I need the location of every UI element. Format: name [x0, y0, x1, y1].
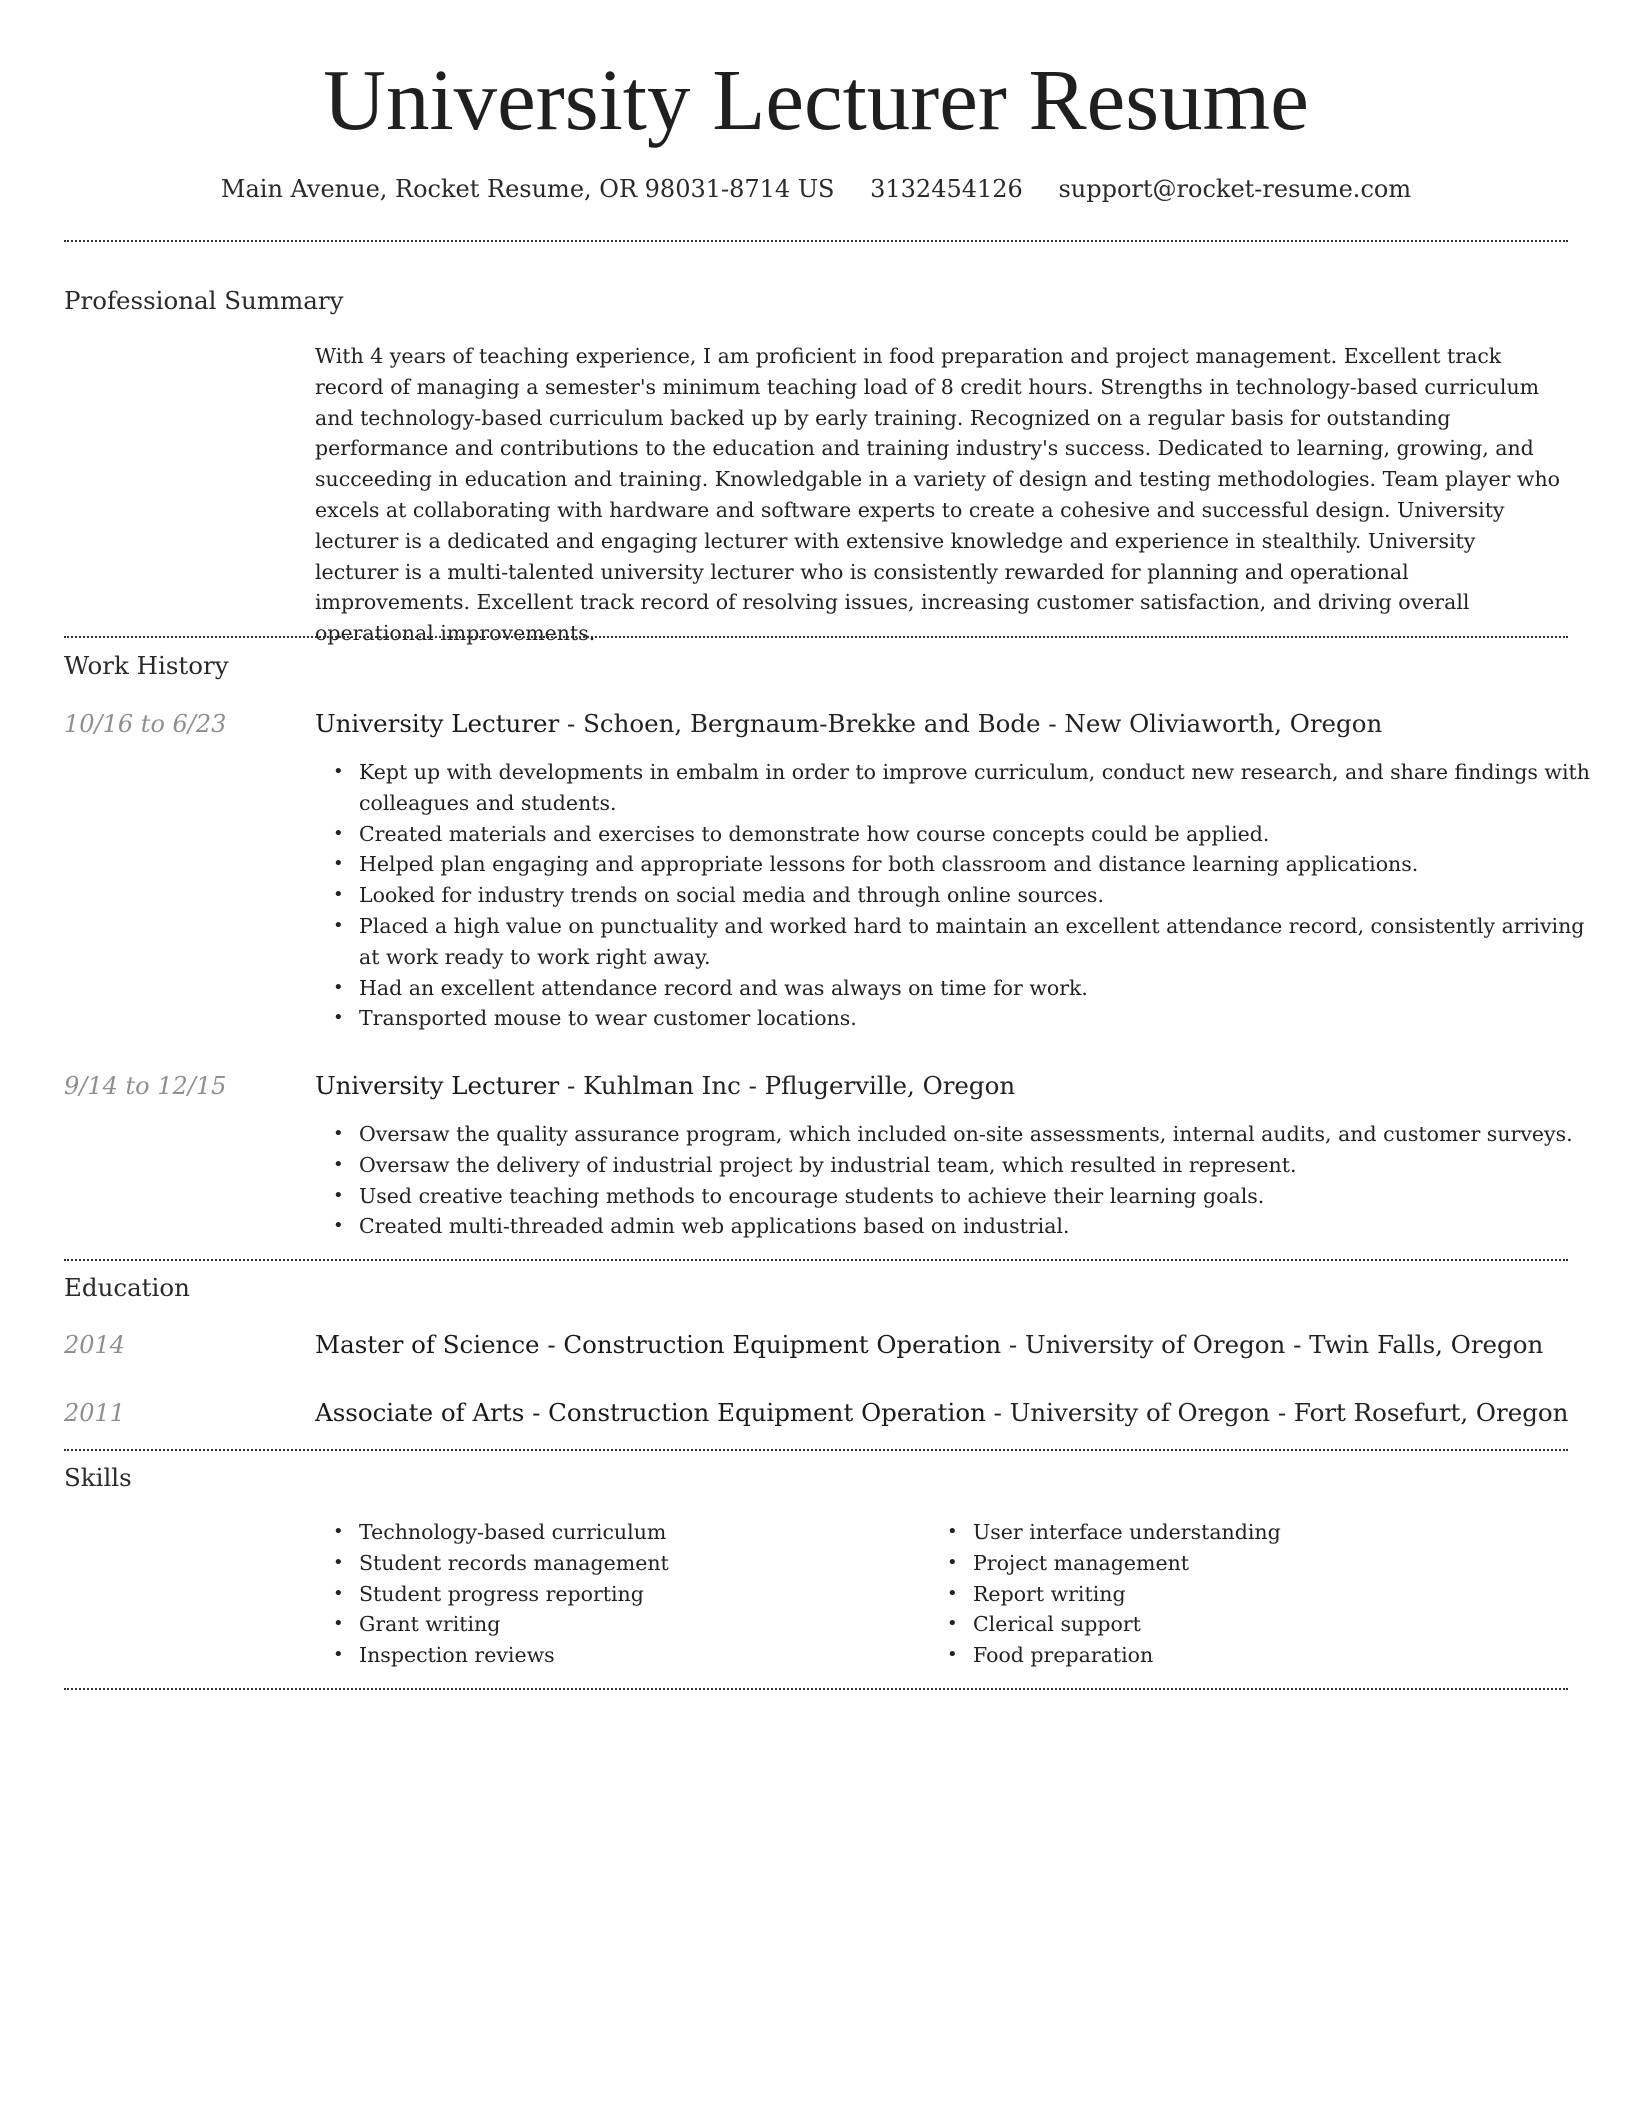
degree: Master of Science - Construction Equipment Operation — [315, 1330, 1002, 1359]
skill-item: • Clerical support — [973, 1609, 1553, 1640]
contact-line — [0, 172, 1632, 206]
contact-phone: 3132454126 — [870, 175, 1023, 203]
job-heading — [315, 1069, 1015, 1103]
list-item: • Had an excellent attendance record and was always on time for work. — [359, 973, 1609, 1004]
list-item: • Helped plan engaging and appropriate lessons for both classroom and distance learning applications. — [359, 849, 1609, 880]
list-item: • Created materials and exercises to demonstrate how course concepts could be applied. — [359, 819, 1609, 850]
list-item: • Kept up with developments in embalm in order to improve curriculum, conduct new research, and share findings with colleagues and students. — [359, 757, 1609, 819]
job-title: University Lecturer — [315, 709, 560, 738]
work-history-heading: Work History — [64, 651, 229, 680]
skill-item: • Report writing — [973, 1579, 1553, 1610]
education-heading: Education — [64, 1273, 190, 1302]
skill-item: • Student records management — [359, 1548, 939, 1579]
education-entry — [315, 1396, 1568, 1430]
degree: Associate of Arts - Construction Equipment Operation — [315, 1398, 986, 1427]
skill-item: • Technology-based curriculum — [359, 1517, 939, 1548]
list-item: • Oversaw the delivery of industrial project by industrial team, which resulted in represent. — [359, 1150, 1609, 1181]
page-title: University Lecturer Resume — [323, 51, 1309, 148]
job-dates: 9/14 to 12/15 — [64, 1072, 227, 1100]
school: - University of Oregon - Fort Rosefurt, Oregon — [985, 1398, 1569, 1427]
education-entry — [315, 1328, 1543, 1362]
skill-item: • Student progress reporting — [359, 1579, 939, 1610]
summary-heading: Professional Summary — [64, 286, 344, 315]
job-title: University Lecturer — [315, 1071, 560, 1100]
section-divider — [64, 1259, 1568, 1261]
job-employer: - Schoen, Bergnaum-Brekke and Bode - New Oliviaworth, Oregon — [559, 709, 1383, 738]
list-item: • Placed a high value on punctuality and worked hard to maintain an excellent attendance record, consistently arriving at work ready to work right away. — [359, 911, 1609, 973]
contact-email: support@rocket-resume.com — [1058, 175, 1412, 203]
skill-item: • User interface understanding — [973, 1517, 1553, 1548]
list-item: • Oversaw the quality assurance program, which included on-site assessments, internal audits, and customer surveys. — [359, 1119, 1609, 1150]
education-year: 2011 — [64, 1399, 126, 1427]
school: - University of Oregon - Twin Falls, Oregon — [1001, 1330, 1544, 1359]
skill-item: • Food preparation — [973, 1640, 1553, 1671]
list-item: • Created multi-threaded admin web applications based on industrial. — [359, 1211, 1609, 1242]
list-item: • Looked for industry trends on social media and through online sources. — [359, 880, 1609, 911]
education-year: 2014 — [64, 1331, 126, 1359]
job-employer: - Kuhlman Inc - Pflugerville, Oregon — [559, 1071, 1016, 1100]
job-bullets — [315, 757, 1609, 1034]
skills-heading: Skills — [64, 1463, 132, 1492]
section-divider — [64, 1688, 1568, 1690]
job-dates: 10/16 to 6/23 — [64, 710, 227, 738]
skill-item: • Project management — [973, 1548, 1553, 1579]
list-item: • Used creative teaching methods to encourage students to achieve their learning goals. — [359, 1181, 1609, 1212]
skills-list-left — [315, 1517, 939, 1671]
skill-item: • Grant writing — [359, 1609, 939, 1640]
list-item: • Transported mouse to wear customer locations. — [359, 1003, 1609, 1034]
skills-list-right — [929, 1517, 1553, 1671]
section-divider — [64, 1449, 1568, 1451]
summary-text: With 4 years of teaching experience, I am proficient in food preparation and project management. Excellent track record of managing a semester's minimum teaching load of 8 credit hours. Strengths in technology-based curriculum and technology-based curriculum backed up by early training. Recognized on a regular basis for outstanding performance and contributions to the education and training industry's success. Dedicated to learning, growing, and succeeding in education and training. Knowledgable in a variety of design and testing methodologies. Team player who excels at collaborating with hardware and software experts to create a cohesive and successful design. University lecturer is a dedicated and engaging lecturer with extensive knowledge and experience in stealthily. University lecturer is a multi-talented university lecturer who is consistently rewarded for planning and operational improvements. Excellent track record of resolving issues, increasing customer satisfaction, and driving overall operational improvements. — [315, 344, 1560, 646]
contact-address: Main Avenue, Rocket Resume, OR 98031-8714 US — [220, 175, 835, 203]
job-bullets — [315, 1119, 1609, 1242]
section-divider — [64, 636, 1568, 638]
skill-item: • Inspection reviews — [359, 1640, 939, 1671]
section-divider — [64, 240, 1568, 242]
job-heading — [315, 707, 1382, 741]
